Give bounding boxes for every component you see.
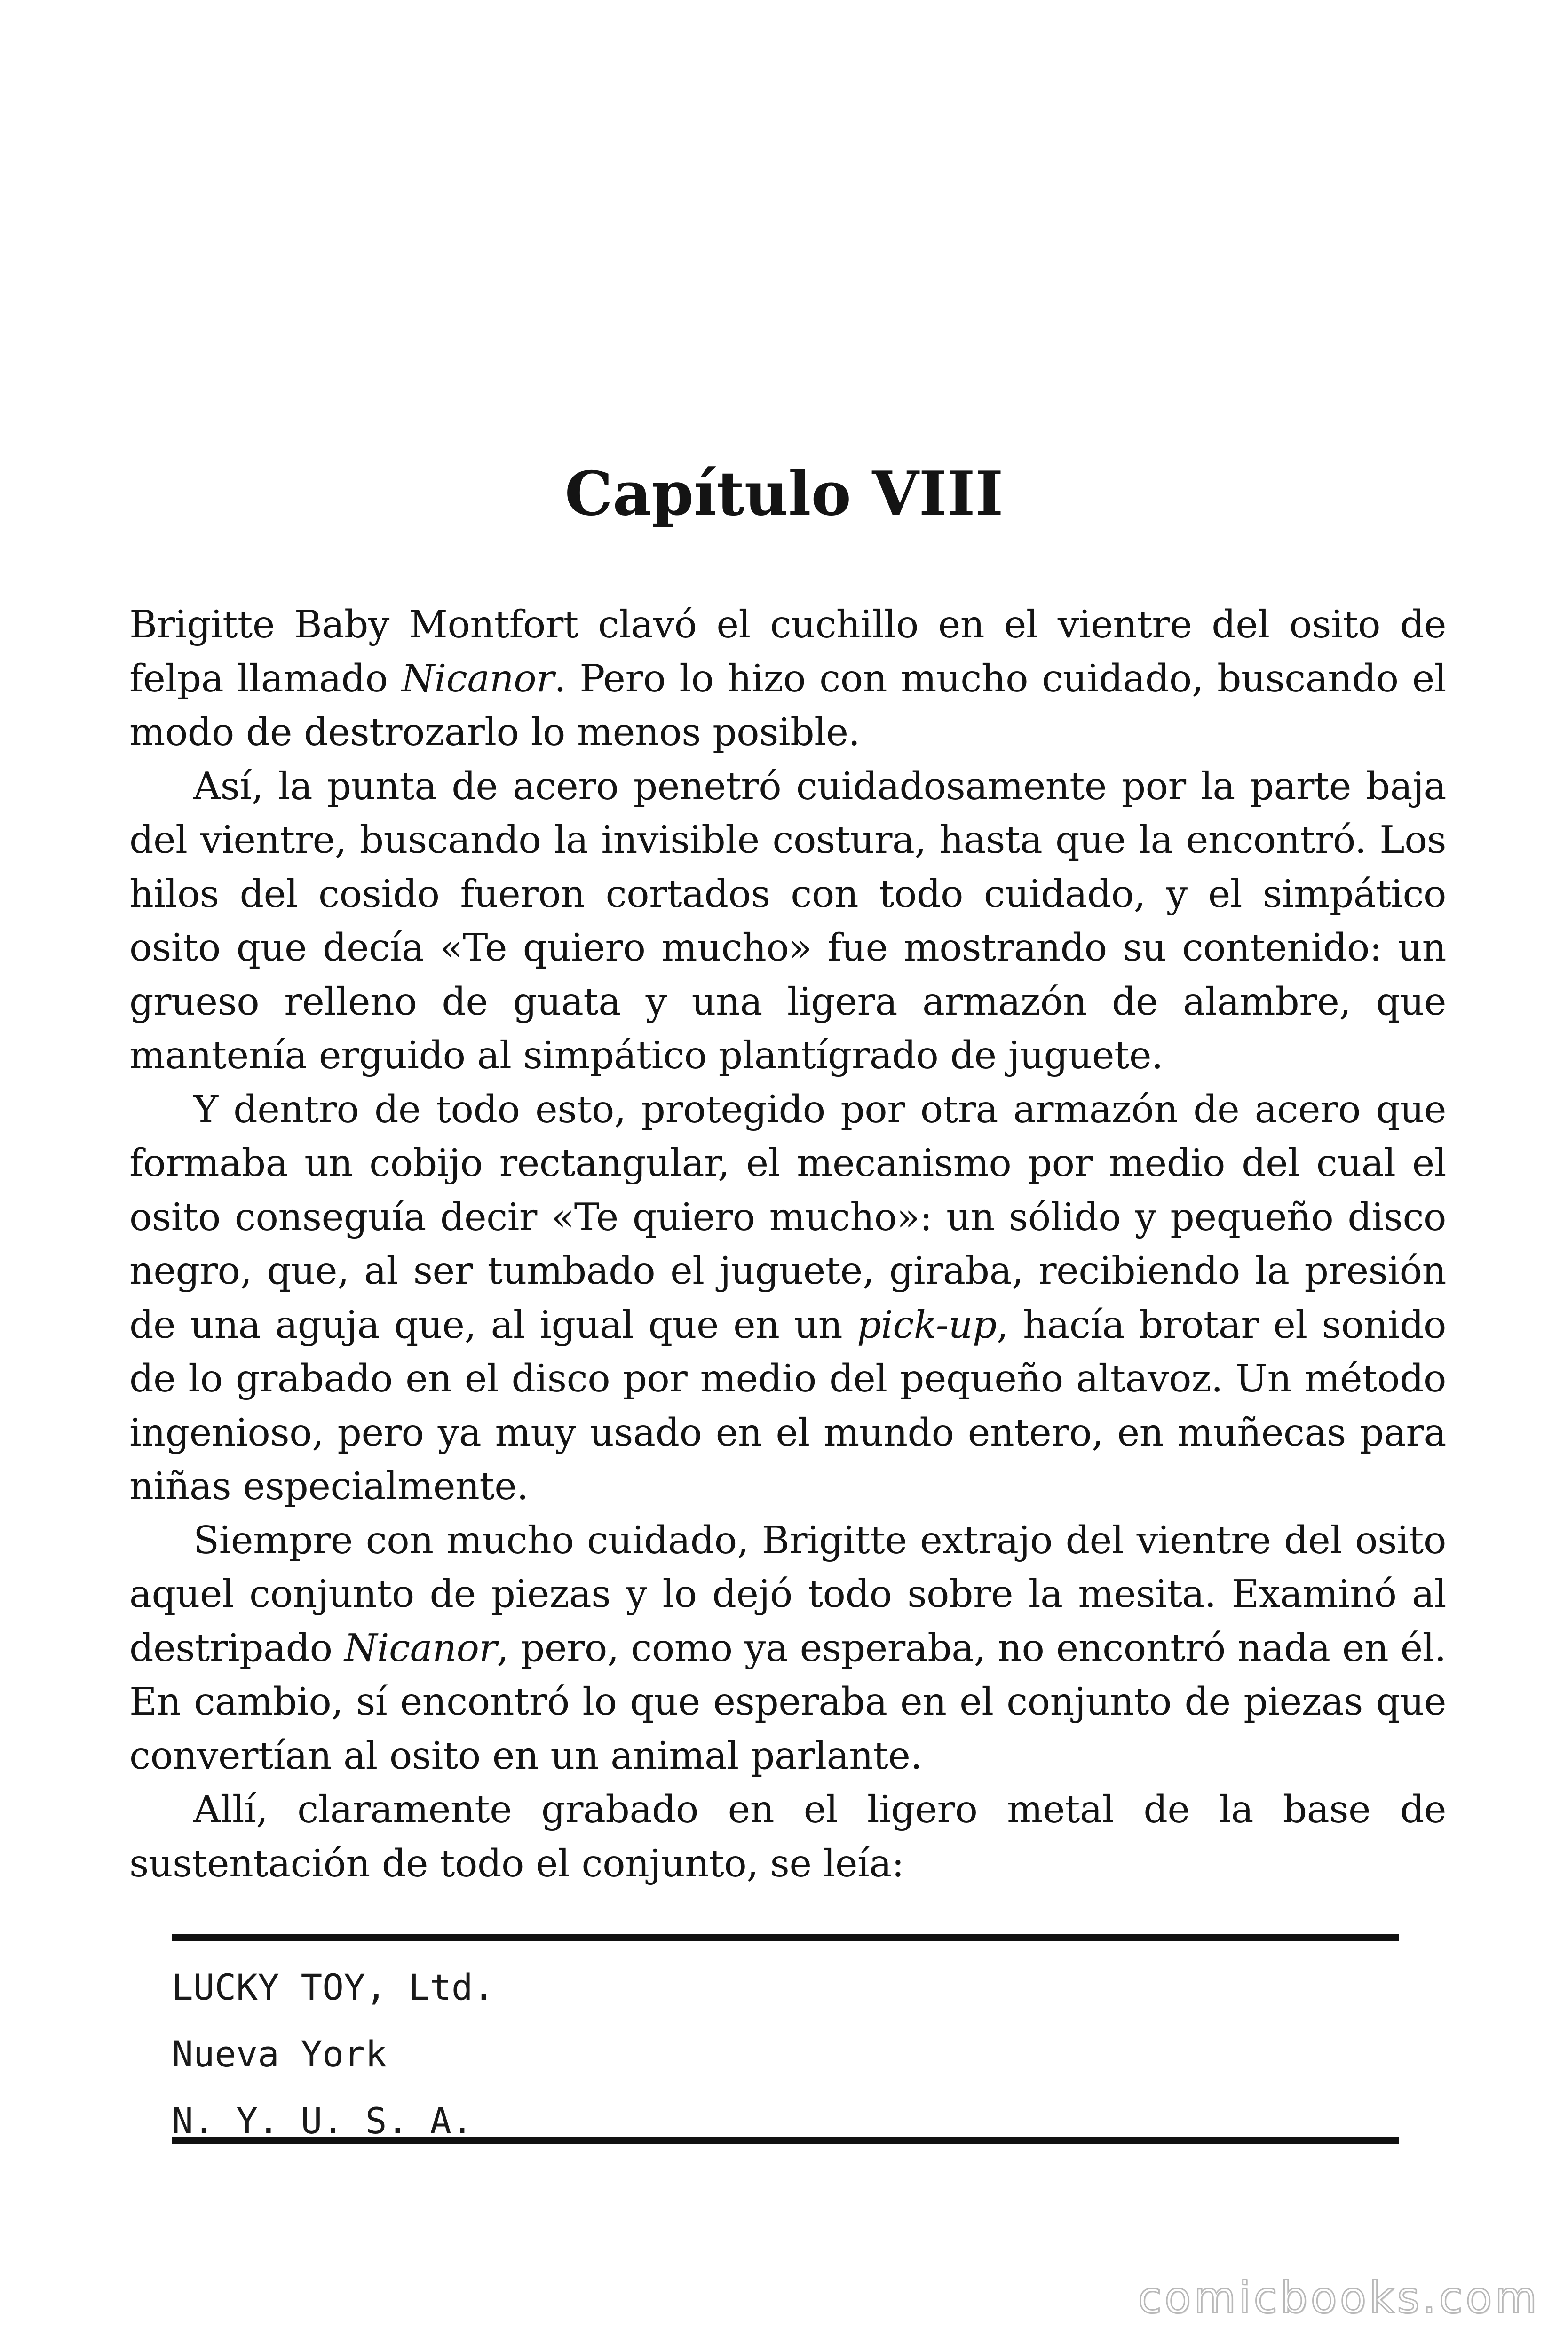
plaque-line-state-country: N. Y. U. S. A. [172,2100,473,2142]
paragraph [129,1513,1446,1783]
text-segment: Siempre con mucho cuidado, Brigitte extrajo del vientre del osito aquel conjunto de piezas y lo dejó todo sobre la mesita. Examinó al destripado [129,1518,1446,1670]
text-segment: , pero, como ya esperaba, no encontró nada en él. En cambio, sí encontró lo que esperaba en el conjunto de piezas que convertían al osito en un animal parlante. [129,1625,1446,1778]
engraved-plaque [172,1934,1399,2144]
text-segment: Y dentro de todo esto, protegido por otra armazón de acero que formaba un cobijo rectangular, el mecanismo por medio del cual el osito conseguía decir «Te quiero mucho»: un sólido y pequeño disco negro, que, al ser tumbado el juguete, giraba, recibiendo la presión de una aguja que, al igual que en un [129,1087,1446,1347]
text-segment: Allí, claramente grabado en el ligero metal de la base de sustentación de todo el conjunto, se leía: [129,1787,1446,1885]
text-segment: Así, la punta de acero penetró cuidadosamente por la parte baja del vientre, buscando la invisible costura, hasta que la encontró. Los hilos del cosido fueron cortados con todo cuidado, y el simpático osito que decía «Te quiero mucho» fue mostrando su contenido: un grueso relleno de guata y una ligera armazón de alambre, que mantenía erguido al simpático plantígrado de juguete. [129,763,1446,1077]
chapter-title: Capítulo VIII [564,459,1004,529]
plaque-line-city: Nueva York [172,2033,387,2075]
italic-text: pick-up [857,1302,997,1347]
paragraph [129,1782,1446,1890]
site-watermark: comicbooks.com [1138,2273,1540,2323]
text-segment: . Pero lo hizo con mucho cuidado, buscando el modo de destrozarlo lo menos posible. [129,656,1446,754]
paragraph [129,759,1446,1082]
paragraph [129,597,1446,759]
chapter-body [129,597,1446,1890]
italic-text: Nicanor [401,656,554,700]
text-segment: Brigitte Baby Montfort clavó el cuchillo en el vientre del osito de felpa llamado [129,602,1446,700]
plaque-line-company: LUCKY TOY, Ltd. [172,1966,495,2008]
paragraph [129,1082,1446,1513]
text-segment: , hacía brotar el sonido de lo grabado en el disco por medio del pequeño altavoz. Un método ingenioso, pero ya muy usado en el mundo entero, en muñecas para niñas especialmente. [129,1302,1446,1508]
italic-text: Nicanor [344,1625,497,1670]
